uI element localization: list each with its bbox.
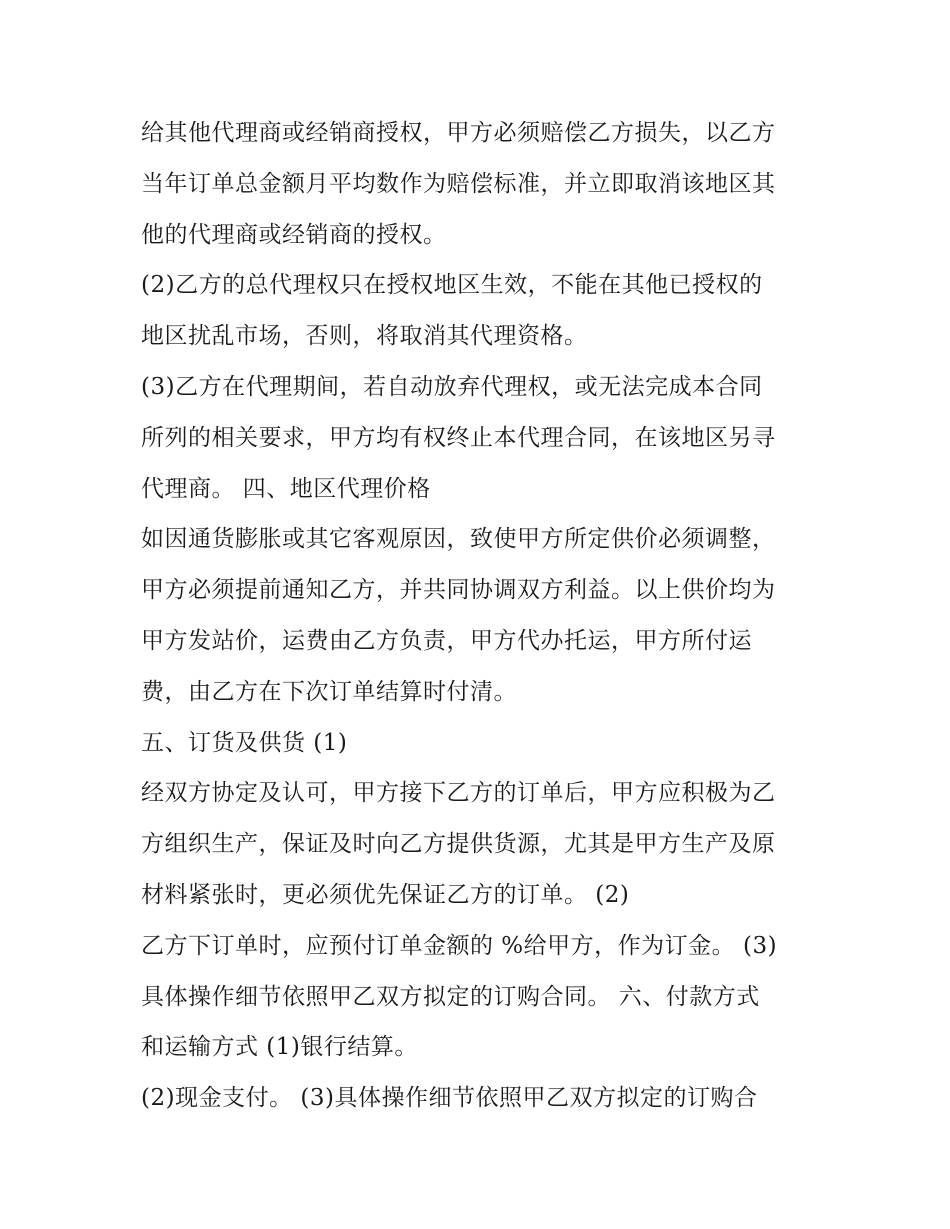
text-line: 当年订单总金额月平均数作为赔偿标准，并立即取消该地区其 [141,170,776,197]
text-line: (2)现金支付。 (3)具体操作细节依照甲乙双方拟定的订购合 [141,1085,758,1112]
text-line: 甲方发站价，运费由乙方负责，甲方代办托运，甲方所付运 [141,627,752,654]
section-heading-line: 五、订货及供货 (1) [141,729,348,756]
text-line: (2)乙方的总代理权只在授权地区生效，不能在其他已授权的 [141,272,763,299]
section-heading-line: 代理商。 四、地区代理价格 [141,475,431,502]
text-line: (3)乙方在代理期间，若自动放弃代理权，或无法完成本合同 [141,373,763,400]
text-line: 方组织生产，保证及时向乙方提供货源，尤其是甲方生产及原 [141,831,776,858]
text-line: 所列的相关要求，甲方均有权终止本代理合同，在该地区另寻 [141,424,776,451]
contract-text [141,108,821,1124]
text-line: 材料紧张时，更必须优先保证乙方的订单。 (2) [141,881,630,908]
text-line: 经双方协定及认可，甲方接下乙方的订单后，甲方应积极为乙 [141,780,776,807]
text-line: 地区扰乱市场，否则，将取消其代理资格。 [141,323,588,350]
text-line: 乙方下订单时，应预付订单金额的 %给甲方，作为订金。 (3) [141,932,778,959]
text-line: 给其他代理商或经销商授权，甲方必须赔偿乙方损失，以乙方 [141,120,776,146]
text-line: 如因通货膨胀或其它客观原因，致使甲方所定供价必须调整， [141,526,776,553]
section-heading-line: 具体操作细节依照甲乙双方拟定的订购合同。 六、付款方式 [141,983,760,1010]
text-line: 和运输方式 (1)银行结算。 [141,1034,418,1061]
text-line: 他的代理商或经销商的授权。 [141,221,447,248]
text-line: 甲方必须提前通知乙方，并共同协调双方利益。以上供价均为 [141,577,776,604]
text-line: 费，由乙方在下次订单结算时付清。 [141,678,517,705]
